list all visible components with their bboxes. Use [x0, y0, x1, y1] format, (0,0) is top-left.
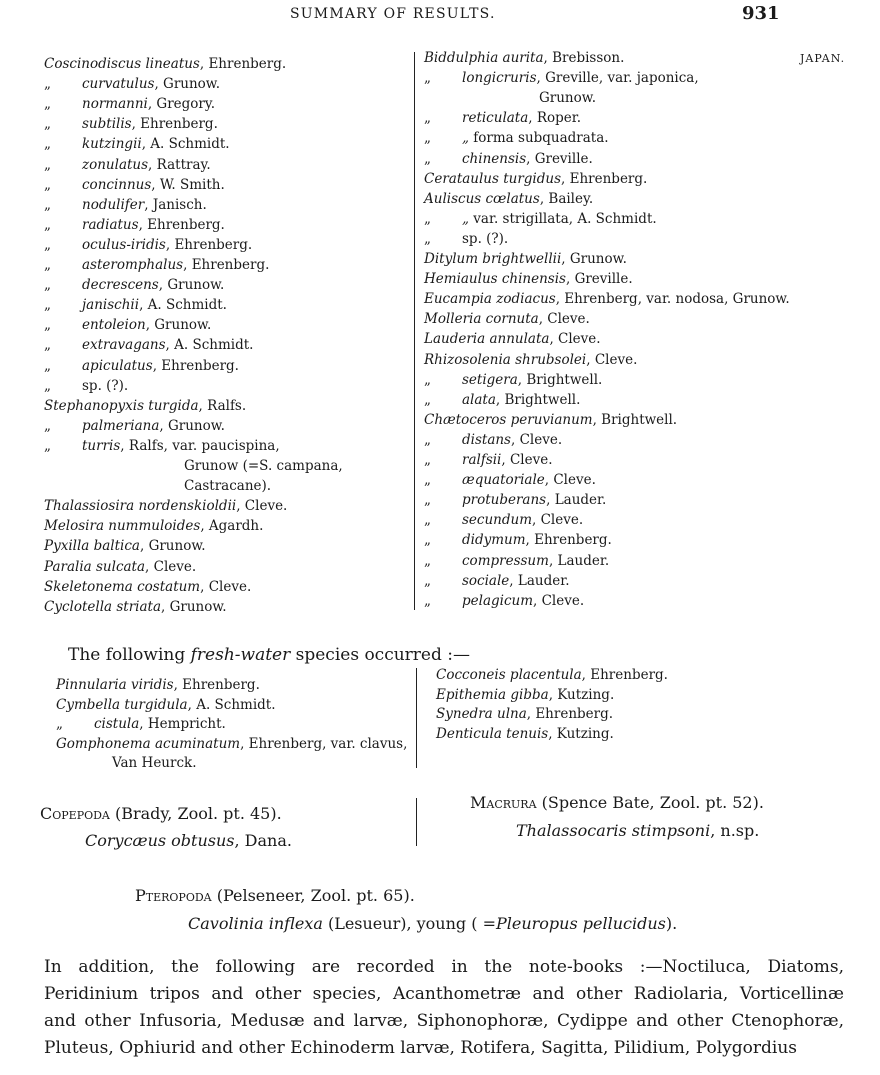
species-name: Epithemia gibba	[436, 686, 549, 703]
species-entry	[44, 216, 225, 233]
pteropoda-ref: (Pelseneer, Zool. pt. 65).	[211, 886, 415, 905]
copepoda-group: Copepoda	[40, 804, 110, 823]
species-name: reticulata	[462, 110, 529, 127]
species-entry	[44, 337, 254, 354]
species-entry	[44, 196, 207, 213]
species-name: sociale	[462, 572, 510, 589]
pteropoda-heading	[135, 886, 415, 905]
ditto-mark: „	[44, 297, 51, 314]
ditto-mark: „	[424, 210, 431, 227]
species-entry	[539, 90, 596, 106]
species-name: „	[462, 210, 469, 227]
species-authority: , Kutzing.	[548, 686, 615, 703]
species-authority: , Gregory.	[147, 96, 216, 113]
species-entry	[56, 677, 260, 693]
species-authority: , Hempricht.	[139, 716, 226, 732]
species-name: asteromphalus	[82, 257, 184, 273]
species-name: Biddulphia aurita	[424, 50, 544, 66]
species-entry	[424, 311, 590, 327]
species-name: chinensis	[462, 150, 527, 167]
species-entry	[424, 191, 593, 207]
macrura-species	[516, 821, 759, 840]
species-name: subtilis	[82, 116, 132, 133]
column-divider	[414, 52, 415, 610]
copepoda-species-name: Corycæus obtusus	[85, 831, 235, 850]
ditto-mark: „	[44, 357, 51, 374]
ditto-mark: „	[424, 230, 431, 247]
species-name: Thalassiosira nordenskioldii	[44, 498, 237, 515]
macrura-ref: (Spence Bate, Zool. pt. 52).	[536, 793, 764, 812]
species-authority: , Kutzing.	[548, 725, 614, 742]
species-name: Cerataulus turgidus	[424, 170, 562, 187]
species-name: didymum	[462, 532, 526, 549]
species-authority: , Ehrenberg, var. clavus,	[240, 735, 408, 752]
ditto-mark: „	[44, 437, 51, 454]
species-name: radiatus	[82, 216, 139, 233]
species-authority: , Cleve.	[510, 431, 563, 448]
species-name: oculus-iridis	[82, 236, 166, 253]
species-name: extravagans	[82, 337, 166, 354]
species-entry	[44, 437, 280, 454]
species-entry	[44, 156, 211, 173]
species-entry	[424, 352, 637, 368]
species-authority: , Ehrenberg.	[525, 532, 612, 549]
ditto-mark: „	[424, 130, 431, 147]
pteropoda-species-mid: (Lesueur), young ( =	[322, 914, 496, 933]
page-number: 931	[742, 3, 780, 24]
species-entry	[424, 210, 657, 227]
species-entry	[424, 391, 581, 408]
species-entry	[424, 130, 609, 147]
species-authority: , Ralfs, var. paucispina,	[120, 437, 280, 454]
species-authority: , Agardh.	[200, 518, 264, 535]
species-authority: , A. Schmidt.	[165, 337, 254, 354]
species-entry	[44, 579, 251, 595]
species-entry	[424, 572, 570, 589]
pteropoda-end: ).	[665, 914, 678, 933]
species-authority: , Ehrenberg.	[138, 216, 225, 233]
species-entry	[56, 736, 407, 752]
species-authority: , Brightwell.	[495, 391, 581, 408]
pteropoda-species-name: Cavolinia inflexa	[188, 914, 323, 933]
species-entry	[424, 230, 509, 247]
species-authority: , Cleve.	[586, 351, 638, 368]
pteropoda-species	[188, 914, 677, 933]
ditto-mark: „	[424, 552, 431, 569]
column-divider	[416, 668, 417, 768]
ditto-mark: „	[56, 716, 63, 732]
species-name: setigera	[462, 371, 518, 388]
species-name: Denticula tenuis	[436, 725, 549, 742]
species-authority: , A. Schmidt.	[187, 696, 276, 713]
species-entry	[44, 236, 253, 253]
copepoda-species	[85, 831, 292, 850]
species-entry	[424, 251, 627, 267]
species-authority: , Janisch.	[144, 196, 207, 213]
ditto-mark: „	[44, 377, 51, 394]
species-name: Rhizosolenia shrubsolei	[424, 351, 587, 368]
freshwater-intro-after: species occurred :—	[290, 645, 471, 665]
species-name: Cymbella turgidula	[56, 696, 188, 713]
species-authority: forma subquadrata.	[473, 130, 609, 147]
species-name: janischii	[82, 297, 140, 314]
species-authority: , Cleve.	[145, 558, 197, 575]
ditto-mark: „	[44, 196, 51, 213]
species-name: Pinnularia viridis	[56, 677, 174, 693]
species-authority: , Cleve.	[533, 592, 585, 609]
species-name: Ditylum brightwellii	[424, 251, 562, 267]
species-entry	[112, 755, 197, 771]
species-authority: , Cleve.	[549, 331, 601, 348]
ditto-mark: „	[424, 70, 431, 87]
species-name: longicruris	[462, 70, 537, 87]
ditto-mark: „	[44, 136, 51, 153]
species-authority: , Ehrenberg.	[199, 56, 287, 72]
ditto-mark: „	[44, 176, 51, 193]
species-authority: , Ehrenberg.	[581, 667, 668, 683]
species-authority: , Cleve.	[544, 472, 596, 489]
species-entry	[436, 726, 614, 742]
species-name: protuberans	[462, 492, 547, 509]
freshwater-intro-italic: fresh-water	[190, 645, 291, 665]
species-authority: , Ehrenberg, var. nodosa, Grunow.	[555, 291, 790, 308]
species-name: normanni	[82, 96, 148, 113]
ditto-mark: „	[424, 472, 431, 489]
column-divider	[416, 798, 417, 846]
species-authority: , Rattray.	[148, 156, 211, 173]
paragraph-line-2: Peridinium tripos and other species, Acanthometræ and other Radiolaria, Vorticellinæ	[44, 984, 844, 1004]
species-name: Stephanopyxis turgida	[44, 397, 199, 414]
species-name: Hemiaulus chinensis	[424, 271, 566, 288]
macrura-heading	[470, 793, 764, 812]
species-authority: , Grunow.	[154, 76, 221, 93]
species-entry	[424, 552, 610, 569]
species-entry	[44, 257, 270, 273]
species-entry	[424, 472, 596, 489]
region-label: JAPAN.	[800, 52, 846, 65]
species-name: Eucampia zodiacus	[424, 291, 556, 308]
species-name: Pyxilla baltica	[44, 538, 140, 555]
species-entry	[424, 592, 585, 609]
species-name: æquatoriale	[462, 472, 545, 489]
species-name: apiculatus	[82, 357, 153, 374]
species-name: distans	[462, 431, 511, 448]
species-name: Cyclotella striata	[44, 598, 161, 615]
species-entry	[44, 398, 246, 414]
paragraph-line-4: Pluteus, Ophiurid and other Echinoderm larvæ, Rotifera, Sagitta, Pilidium, Polygordius	[44, 1038, 797, 1058]
species-entry	[184, 458, 343, 474]
species-entry	[44, 56, 286, 72]
species-authority: , Grunow.	[159, 417, 225, 434]
species-name: palmeriana	[82, 417, 160, 434]
ditto-mark: „	[44, 236, 51, 253]
ditto-mark: „	[424, 592, 431, 609]
species-entry	[44, 417, 225, 434]
freshwater-intro-before: The following	[68, 645, 191, 665]
ditto-mark: „	[44, 116, 51, 133]
species-name: Gomphonema acuminatum	[56, 735, 241, 752]
species-authority: , A. Schmidt.	[139, 297, 227, 314]
macrura-species-name: Thalassocaris stimpsoni	[516, 821, 711, 840]
species-authority: sp. (?).	[82, 377, 129, 394]
species-entry	[44, 357, 239, 374]
species-authority: , Grunow.	[161, 598, 227, 615]
species-name: zonulatus	[82, 156, 149, 173]
species-authority: , Roper.	[528, 110, 582, 127]
species-name: decrescens	[82, 277, 159, 294]
species-authority: Grunow.	[539, 90, 596, 107]
species-authority: var. strigillata, A. Schmidt.	[473, 210, 657, 227]
species-authority: sp. (?).	[462, 230, 509, 247]
species-entry	[44, 96, 216, 113]
species-entry	[424, 412, 677, 428]
species-entry	[424, 271, 633, 287]
species-name: ralfsii	[462, 452, 502, 468]
ditto-mark: „	[44, 96, 51, 113]
pteropoda-group: Pteropoda	[135, 886, 212, 905]
species-entry	[424, 492, 607, 509]
ditto-mark: „	[424, 391, 431, 408]
species-entry	[44, 559, 196, 575]
species-authority: , Greville.	[526, 150, 593, 167]
species-name: Auliscus cœlatus	[424, 190, 540, 207]
species-entry	[436, 667, 668, 683]
species-entry	[424, 110, 582, 127]
ditto-mark: „	[424, 572, 431, 589]
species-entry	[44, 498, 287, 514]
species-name: pelagicum	[462, 592, 534, 609]
species-name: Synedra ulna	[436, 706, 527, 722]
species-authority: , Cleve.	[501, 452, 553, 468]
species-authority: , Ehrenberg.	[526, 706, 614, 722]
ditto-mark: „	[424, 150, 431, 167]
species-entry	[44, 317, 212, 334]
species-authority: , Grunow.	[145, 317, 212, 334]
species-authority: , Lauder.	[548, 552, 610, 569]
species-entry	[44, 518, 263, 534]
species-authority: , Cleve.	[532, 512, 584, 529]
species-authority: , Ehrenberg.	[152, 357, 239, 374]
species-authority: , Lauder.	[509, 572, 570, 589]
ditto-mark: „	[44, 257, 51, 273]
species-name: Molleria cornuta	[424, 311, 539, 328]
ditto-mark: „	[424, 110, 431, 127]
species-name: nodulifer	[82, 196, 145, 213]
species-entry	[424, 452, 553, 468]
species-name: cistula	[94, 716, 140, 732]
species-name: secundum	[462, 512, 533, 529]
species-name: alata	[462, 391, 496, 408]
species-name: Lauderia annulata	[424, 331, 550, 348]
species-entry	[44, 136, 230, 153]
species-entry	[424, 291, 790, 307]
species-entry	[44, 76, 221, 93]
species-name: Melosira nummuloides	[44, 518, 201, 535]
species-authority: , Ralfs.	[198, 397, 247, 414]
species-authority: , Ehrenberg.	[165, 236, 253, 253]
macrura-species-author: , n.sp.	[710, 821, 760, 840]
copepoda-heading	[40, 804, 282, 823]
species-name: turris	[82, 437, 121, 454]
species-entry	[44, 297, 227, 314]
species-authority: , Grunow.	[139, 538, 206, 555]
ditto-mark: „	[44, 317, 51, 334]
running-header-title: SUMMARY OF RESULTS.	[290, 6, 496, 22]
species-name: Skeletonema costatum	[44, 578, 201, 595]
species-name: Cocconeis placentula	[436, 667, 582, 683]
species-authority: , A. Schmidt.	[141, 136, 230, 153]
species-entry	[56, 716, 226, 732]
ditto-mark: „	[424, 431, 431, 448]
species-authority: Grunow (=S. campana,	[184, 458, 343, 474]
copepoda-species-author: , Dana.	[234, 831, 292, 850]
ditto-mark: „	[44, 417, 51, 434]
species-entry	[424, 532, 612, 549]
species-entry	[436, 706, 613, 722]
species-authority: , Grunow.	[158, 277, 225, 294]
species-name: Paralia sulcata	[44, 558, 146, 575]
species-name: compressum	[462, 552, 549, 569]
ditto-mark: „	[44, 337, 51, 354]
species-entry	[44, 538, 206, 554]
species-authority: , Greville.	[565, 271, 633, 288]
paragraph-line-3: and other Infusoria, Medusæ and larvæ, Siphonophoræ, Cydippe and other Ctenophoræ,	[44, 1011, 844, 1031]
species-entry	[424, 50, 624, 66]
species-entry	[424, 512, 584, 529]
closing-paragraph	[44, 954, 844, 1062]
species-authority: Van Heurck.	[112, 755, 197, 771]
species-entry	[44, 176, 225, 193]
species-name: entoleion	[82, 317, 146, 334]
species-authority: , Lauder.	[546, 492, 607, 509]
species-entry	[424, 331, 601, 347]
species-entry	[424, 371, 603, 388]
species-entry	[44, 599, 227, 615]
species-authority: , Bailey.	[539, 190, 594, 207]
species-entry	[424, 150, 593, 167]
species-entry	[424, 431, 563, 448]
species-entry	[44, 277, 225, 294]
species-entry	[56, 697, 276, 713]
species-name: Chætoceros peruvianum	[424, 411, 593, 428]
species-entry	[424, 70, 699, 87]
species-entry	[424, 171, 647, 187]
species-name: Coscinodiscus lineatus	[44, 56, 200, 72]
species-authority: , Ehrenberg.	[183, 257, 270, 273]
ditto-mark: „	[44, 277, 51, 294]
species-authority: , Brightwell.	[592, 411, 678, 428]
species-authority: Castracane).	[184, 478, 272, 495]
paragraph-line-1: In addition, the following are recorded in the note-books :—Noctiluca, Diatoms,	[44, 957, 844, 977]
ditto-mark: „	[424, 371, 431, 388]
species-name: „	[462, 130, 469, 147]
species-authority: , Ehrenberg.	[131, 116, 218, 133]
macrura-group: Macrura	[470, 793, 537, 812]
ditto-mark: „	[424, 532, 431, 549]
ditto-mark: „	[44, 76, 51, 93]
copepoda-ref: (Brady, Zool. pt. 45).	[109, 804, 282, 823]
species-name: kutzingii	[82, 136, 142, 153]
species-authority: , Ehrenberg.	[173, 677, 260, 693]
species-authority: , Cleve.	[200, 578, 252, 595]
species-entry	[184, 478, 271, 494]
species-entry	[44, 116, 218, 133]
species-authority: , W. Smith.	[151, 176, 225, 193]
species-authority: , Brebisson.	[543, 50, 625, 66]
ditto-mark: „	[44, 216, 51, 233]
species-entry	[436, 687, 614, 703]
species-authority: , Cleve.	[236, 498, 288, 515]
species-entry	[44, 377, 129, 394]
ditto-mark: „	[424, 512, 431, 529]
species-name: curvatulus	[82, 76, 155, 93]
species-authority: , Cleve.	[538, 311, 590, 328]
species-authority: , Grunow.	[561, 251, 627, 267]
ditto-mark: „	[44, 156, 51, 173]
species-authority: , Ehrenberg.	[561, 170, 648, 187]
species-authority: , Greville, var. japonica,	[536, 70, 699, 87]
species-authority: , Brightwell.	[517, 371, 603, 388]
pteropoda-synonym: Pleuropus pellucidus	[495, 914, 666, 933]
ditto-mark: „	[424, 452, 431, 468]
freshwater-intro	[68, 645, 470, 665]
species-name: concinnus	[82, 176, 152, 193]
ditto-mark: „	[424, 492, 431, 509]
